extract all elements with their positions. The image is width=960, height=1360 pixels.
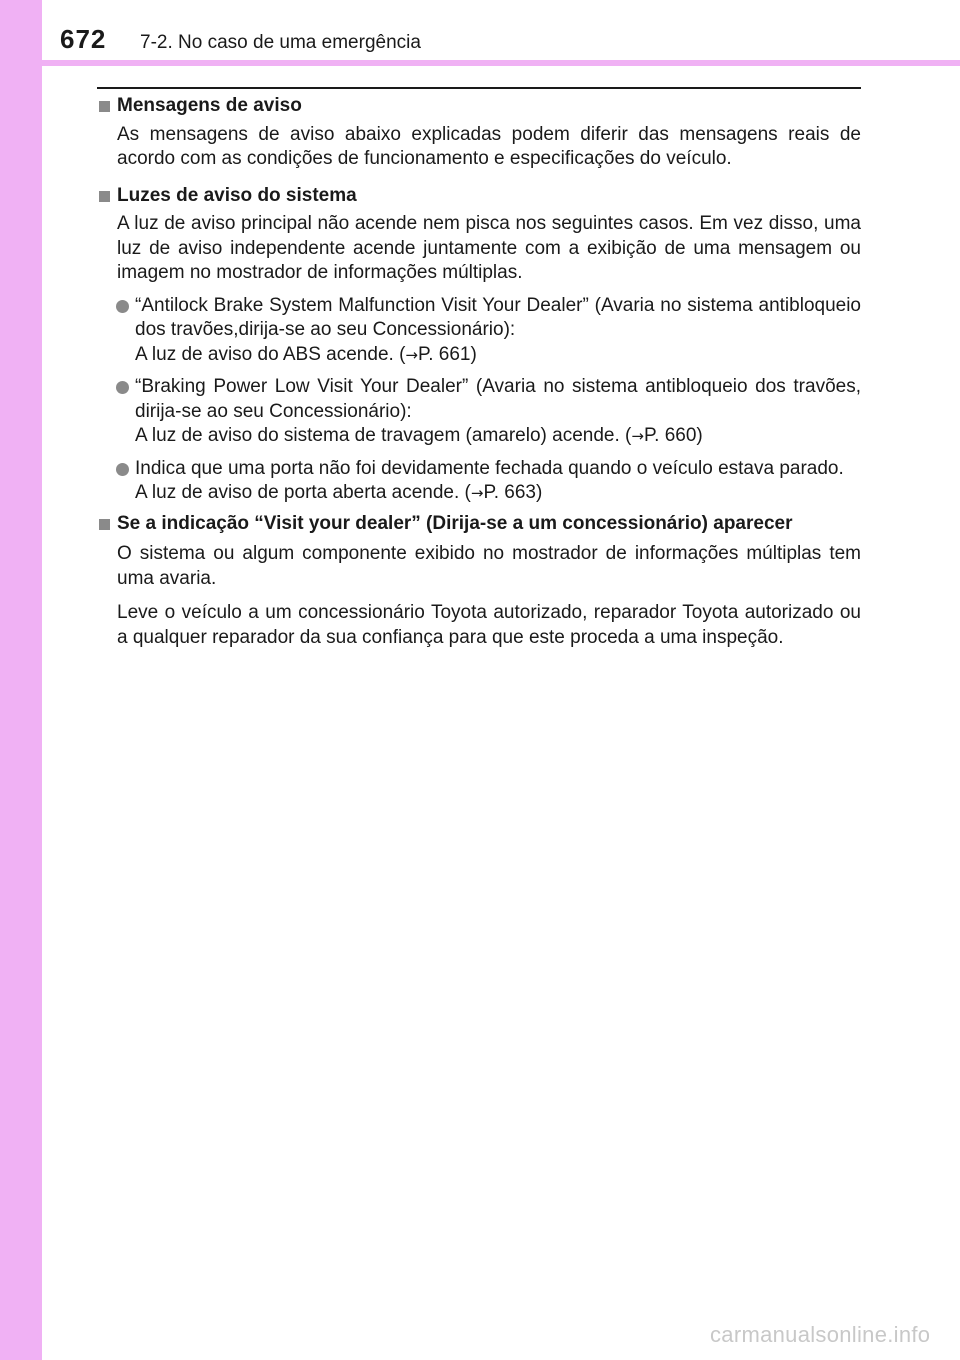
round-bullet-icon <box>116 463 129 476</box>
list-item: Indica que uma porta não foi devidamente fechada quando o veículo estava parado. A luz de aviso de porta aberta acende. (→P. 663) <box>97 457 861 506</box>
header-divider-band <box>42 60 960 66</box>
arrow-icon: → <box>405 345 418 364</box>
paragraph: Leve o veículo a um concessionário Toyota autorizado, reparador Toyota autorizado ou a qualquer reparador da sua confiança para que este proceda a uma inspeção. <box>117 602 861 648</box>
header-rule <box>97 87 861 89</box>
heading-visit-your-dealer: Se a indicação “Visit your dealer” (Dirija-se a um concessionário) aparecer <box>97 512 861 537</box>
page-reference[interactable]: P. 663 <box>483 482 536 503</box>
square-bullet-icon <box>99 519 110 530</box>
page-reference[interactable]: P. 660 <box>643 425 697 446</box>
list-item: “Braking Power Low Visit Your Dealer” (Avaria no sistema antibloqueio dos travões, dirija-se ao seu Concessionário): A luz de aviso do sistema de travagem (amarelo) acende. (→P. 660) <box>97 375 861 449</box>
heading-mensagens-de-aviso: Mensagens de aviso <box>97 94 861 119</box>
round-bullet-icon <box>116 381 129 394</box>
arrow-icon: → <box>470 484 484 502</box>
paragraph: As mensagens de aviso abaixo explicadas podem diferir das mensagens reais de acordo com as condições de funcionamento e especificações do veículo. <box>117 123 861 169</box>
list-item: “Antilock Brake System Malfunction Visit Your Dealer” (Avaria no sistema antibloqueio dos travões,dirija-se ao seu Concessionário): A luz de aviso do ABS acende. (→P. 661) <box>97 294 861 368</box>
arrow-icon: → <box>631 427 644 445</box>
paragraph: O sistema ou algum componente exibido no mostrador de informações múltiplas tem uma avaria. <box>117 543 861 589</box>
side-color-band <box>0 0 42 1360</box>
watermark: carmanualsonline.info <box>710 1322 931 1347</box>
section-title: 7-2. No caso de uma emergência <box>140 32 421 53</box>
page-number: 672 <box>60 24 107 54</box>
round-bullet-icon <box>116 300 129 313</box>
square-bullet-icon <box>99 101 110 112</box>
heading-luzes-de-aviso: Luzes de aviso do sistema <box>97 184 861 209</box>
page-reference[interactable]: P. 661 <box>417 343 471 365</box>
square-bullet-icon <box>99 191 110 202</box>
paragraph: A luz de aviso principal não acende nem pisca nos seguintes casos. Em vez disso, uma luz de aviso independente acende juntamente com a exibição de uma mensagem ou imagem no mostrador de informações múltiplas. <box>117 213 861 283</box>
page-content <box>97 94 861 650</box>
